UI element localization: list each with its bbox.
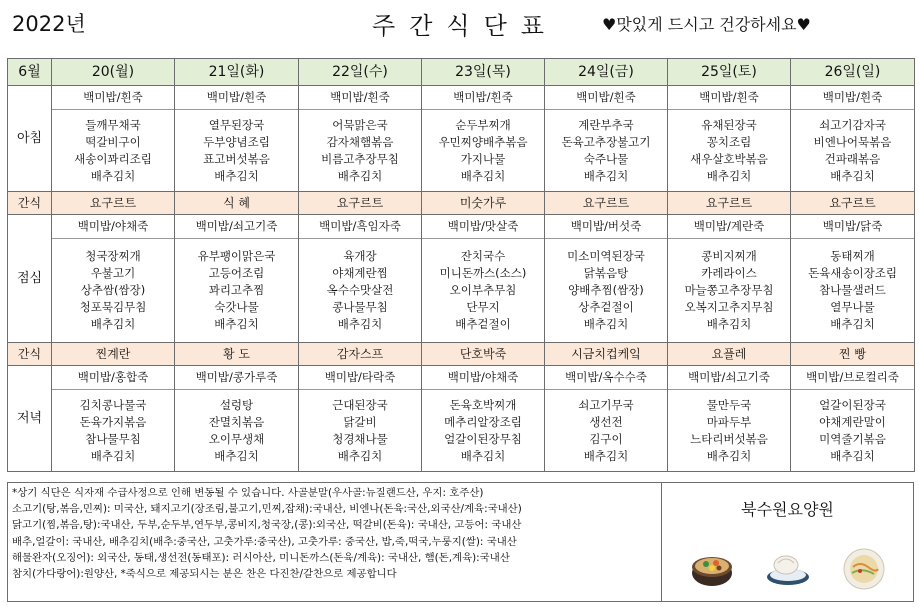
side-dish: 쇠고기무국 bbox=[578, 397, 634, 412]
meal-label-lunch: 점심 bbox=[8, 215, 52, 343]
rice-porridge-option: 백미밥/닭죽 bbox=[791, 215, 914, 239]
day-header: 20(월) bbox=[52, 59, 175, 86]
side-dish: 닭갈비 bbox=[343, 414, 377, 429]
side-dish: 들깨무채국 bbox=[85, 117, 141, 132]
snack-row-afternoon bbox=[8, 343, 915, 366]
side-dish: 떡갈비구이 bbox=[85, 134, 141, 149]
facility-name: 북수원요양원 bbox=[741, 500, 834, 519]
side-dish: 얼갈이된장무침 bbox=[444, 431, 522, 446]
rice-porridge-option: 백미밥/야채죽 bbox=[52, 215, 174, 239]
side-dish-list bbox=[175, 239, 298, 342]
side-dish: 배추김치 bbox=[460, 448, 506, 463]
side-dish-list bbox=[175, 390, 298, 471]
side-dish: 미소미역된장국 bbox=[567, 249, 645, 263]
side-dish: 단무지 bbox=[466, 300, 500, 314]
rice-porridge-option: 백미밥/계란죽 bbox=[668, 215, 790, 239]
side-dish: 콩비지찌개 bbox=[701, 249, 757, 263]
side-dish: 마파두부 bbox=[706, 414, 752, 429]
note-line: 해물완자(오징어): 외국산, 동태,생선전(동태포): 러시아산, 미니돈까스(돈육/계육): 국내산, 햄(돈,계육):국내산 bbox=[12, 551, 510, 564]
side-dish-list bbox=[545, 239, 667, 342]
snack-cell: 요구르트 bbox=[52, 192, 175, 215]
side-dish: 육개장 bbox=[343, 249, 377, 263]
side-dish-list bbox=[52, 239, 174, 342]
slogan-text: 맛있게 드시고 건강하세요 bbox=[616, 15, 797, 34]
menu-cell bbox=[175, 86, 299, 192]
side-dish: 두부양념조림 bbox=[203, 134, 270, 149]
menu-cell bbox=[52, 215, 175, 343]
side-dish: 미니돈까스(소스) bbox=[439, 266, 527, 280]
side-dish: 생선전 bbox=[589, 414, 623, 429]
side-dish: 콩나물무침 bbox=[332, 300, 388, 314]
side-dish: 김치콩나물국 bbox=[79, 397, 147, 412]
side-dish: 건파래볶음 bbox=[824, 151, 881, 166]
snack-cell: 요플레 bbox=[668, 343, 791, 366]
side-dish: 참나물샐러드 bbox=[819, 283, 886, 297]
side-dish-list bbox=[668, 239, 790, 342]
side-dish: 미역줄기볶음 bbox=[819, 431, 886, 446]
menu-cell bbox=[52, 366, 175, 472]
side-dish-list bbox=[422, 239, 544, 342]
side-dish: 배추김치 bbox=[337, 317, 383, 331]
meal-label-breakfast: 아침 bbox=[8, 86, 52, 192]
rice-porridge-option: 백미밥/흰죽 bbox=[422, 86, 544, 110]
note-line: 닭고기(찜,볶음,탕):국내산, 두부,순두부,연두부,콩비지,청국장,(콩):외국산, 떡갈비(돈육): 국내산, 고등어: 국내산 bbox=[12, 519, 522, 532]
side-dish: 배추김치 bbox=[337, 168, 383, 183]
side-dish: 돈육가지볶음 bbox=[79, 414, 147, 429]
side-dish: 고등어조림 bbox=[208, 266, 265, 280]
side-dish: 오복지고추지무침 bbox=[684, 300, 774, 314]
side-dish-list bbox=[299, 110, 421, 191]
side-dish: 쇠고기감자국 bbox=[819, 117, 886, 132]
side-dish: 청경채나물 bbox=[332, 431, 388, 446]
menu-cell bbox=[52, 86, 175, 192]
side-dish-list bbox=[791, 390, 914, 471]
side-dish: 배추겉절이 bbox=[455, 317, 511, 331]
day-header: 23일(목) bbox=[422, 59, 545, 86]
side-dish: 상추겉절이 bbox=[578, 300, 634, 314]
side-dish: 얼갈이된장국 bbox=[819, 397, 886, 412]
side-dish: 계란부추국 bbox=[578, 117, 634, 132]
side-dish-list bbox=[545, 110, 667, 191]
rice-porridge-option: 백미밥/홍합죽 bbox=[52, 366, 174, 390]
side-dish: 물만두국 bbox=[706, 397, 752, 412]
side-dish: 마늘쫑고추장무침 bbox=[684, 283, 774, 297]
menu-cell bbox=[422, 215, 545, 343]
rice-porridge-option: 백미밥/브로컬리죽 bbox=[791, 366, 914, 390]
side-dish: 옥수수맛살전 bbox=[326, 283, 394, 297]
rice-porridge-option: 백미밥/맛살죽 bbox=[422, 215, 544, 239]
day-header: 26일(일) bbox=[791, 59, 915, 86]
snack-cell: 미숫가루 bbox=[422, 192, 545, 215]
noodle-plate-image bbox=[840, 543, 888, 591]
side-dish: 오이부추무침 bbox=[449, 283, 517, 297]
side-dish: 표고버섯볶음 bbox=[203, 151, 270, 166]
rice-porridge-option: 백미밥/타락죽 bbox=[299, 366, 421, 390]
year-label: 2022년 bbox=[12, 12, 86, 36]
note-line: 배추,얼갈이: 국내산, 배추김치(배추:중국산, 고춧가루:중국산), 고춧가루: 중국산, 밥,죽,떡국,누룽지(쌀): 국내산 bbox=[12, 535, 517, 548]
side-dish: 배추김치 bbox=[706, 317, 752, 331]
day-header: 24일(금) bbox=[545, 59, 668, 86]
side-dish: 돈육고추장불고기 bbox=[561, 134, 651, 149]
side-dish: 배추김치 bbox=[214, 168, 259, 183]
side-dish-list bbox=[52, 390, 174, 471]
side-dish: 유채된장국 bbox=[701, 117, 757, 132]
rice-porridge-option: 백미밥/흑임자죽 bbox=[299, 215, 421, 239]
side-dish: 배추김치 bbox=[214, 317, 259, 331]
brand-box bbox=[662, 482, 914, 602]
side-dish: 열무나물 bbox=[830, 300, 875, 314]
day-header: 21일(화) bbox=[175, 59, 299, 86]
rice-porridge-option: 백미밥/흰죽 bbox=[545, 86, 667, 110]
rice-porridge-option: 백미밥/버섯죽 bbox=[545, 215, 667, 239]
snack-cell: 요구르트 bbox=[791, 192, 915, 215]
snack-cell: 황 도 bbox=[175, 343, 299, 366]
side-dish-list bbox=[791, 239, 914, 342]
side-dish: 메추리알장조림 bbox=[444, 414, 522, 429]
rice-porridge-option: 백미밥/흰죽 bbox=[668, 86, 790, 110]
side-dish: 잔치국수 bbox=[460, 249, 506, 263]
meal-label-snack: 간식 bbox=[8, 192, 52, 215]
origin-notes bbox=[7, 482, 662, 602]
snack-row-morning bbox=[8, 192, 915, 215]
side-dish: 근대된장국 bbox=[332, 397, 388, 412]
menu-cell bbox=[545, 366, 668, 472]
breakfast-row bbox=[8, 86, 915, 192]
rice-porridge-option: 백미밥/쇠고기죽 bbox=[175, 215, 298, 239]
snack-cell: 찐 빵 bbox=[791, 343, 915, 366]
side-dish: 새우살호박볶음 bbox=[690, 151, 768, 166]
side-dish: 동태찌개 bbox=[830, 249, 875, 263]
side-dish-list bbox=[299, 239, 421, 342]
side-dish-list bbox=[545, 390, 667, 471]
side-dish-list bbox=[175, 110, 298, 191]
side-dish: 비름고추장무침 bbox=[321, 151, 399, 166]
side-dish: 꽈리고추찜 bbox=[208, 283, 265, 297]
meal-label-dinner: 저녁 bbox=[8, 366, 52, 472]
menu-cell bbox=[299, 215, 422, 343]
side-dish-list bbox=[422, 110, 544, 191]
side-dish: 설렁탕 bbox=[219, 397, 254, 412]
side-dish-list bbox=[668, 110, 790, 191]
side-dish: 새송이꽈리조림 bbox=[74, 151, 152, 166]
side-dish: 배추김치 bbox=[583, 448, 629, 463]
month-cell: 6월 bbox=[8, 59, 52, 86]
side-dish: 닭볶음탕 bbox=[583, 266, 629, 280]
menu-cell bbox=[422, 86, 545, 192]
side-dish: 양배추찜(쌈장) bbox=[568, 283, 644, 297]
side-dish: 청국장찌개 bbox=[85, 249, 141, 263]
snack-cell: 시금치컵케잌 bbox=[545, 343, 668, 366]
side-dish: 참나물무침 bbox=[85, 431, 141, 446]
rice-porridge-option: 백미밥/흰죽 bbox=[52, 86, 174, 110]
snack-cell: 요구르트 bbox=[545, 192, 668, 215]
side-dish: 배추김치 bbox=[214, 448, 259, 463]
side-dish: 청포묵김무침 bbox=[79, 300, 147, 314]
rice-porridge-option: 백미밥/흰죽 bbox=[791, 86, 914, 110]
side-dish: 배추김치 bbox=[830, 448, 875, 463]
side-dish: 순두부찌개 bbox=[455, 117, 511, 132]
note-line: 참치(가다랑어):원양산, *죽식으로 제공되시는 분은 찬은 다진찬/갈찬으로 제공합니다 bbox=[12, 568, 397, 581]
side-dish: 배추김치 bbox=[583, 317, 629, 331]
side-dish: 배추김치 bbox=[90, 448, 136, 463]
bibimbap-bowl-image bbox=[688, 543, 736, 591]
side-dish: 배추김치 bbox=[583, 168, 629, 183]
rice-porridge-option: 백미밥/흰죽 bbox=[299, 86, 421, 110]
side-dish: 배추김치 bbox=[706, 448, 752, 463]
menu-cell bbox=[791, 86, 915, 192]
menu-cell bbox=[668, 366, 791, 472]
menu-cell bbox=[668, 86, 791, 192]
heart-icon: ♥ bbox=[796, 15, 811, 34]
side-dish: 가지나물 bbox=[460, 151, 506, 166]
snack-cell: 단호박죽 bbox=[422, 343, 545, 366]
side-dish: 우불고기 bbox=[90, 266, 136, 280]
page-title: 주간식단표 bbox=[372, 12, 558, 40]
side-dish: 숙갓나물 bbox=[214, 300, 259, 314]
snack-cell: 요구르트 bbox=[668, 192, 791, 215]
snack-cell: 감자스프 bbox=[299, 343, 422, 366]
side-dish: 배추김치 bbox=[90, 168, 136, 183]
menu-cell bbox=[545, 215, 668, 343]
side-dish-list bbox=[422, 390, 544, 471]
side-dish-list bbox=[668, 390, 790, 471]
side-dish: 야채계란찜 bbox=[332, 266, 388, 280]
day-header: 25일(토) bbox=[668, 59, 791, 86]
menu-cell bbox=[175, 366, 299, 472]
side-dish: 열무된장국 bbox=[208, 117, 265, 132]
menu-cell bbox=[791, 215, 915, 343]
note-line: 소고기(탕,볶음,민찌): 미국산, 돼지고기(장조림,불고기,민찌,잡채):국내산, 비엔나(돈육:국산,외국산/계육:국내산) bbox=[12, 503, 522, 516]
header-row bbox=[8, 59, 915, 86]
side-dish: 감자채햄볶음 bbox=[326, 134, 394, 149]
menu-cell bbox=[791, 366, 915, 472]
menu-cell bbox=[299, 86, 422, 192]
side-dish-list bbox=[299, 390, 421, 471]
side-dish: 배추김치 bbox=[830, 317, 875, 331]
weekly-menu-table bbox=[7, 58, 915, 472]
snack-cell: 요구르트 bbox=[299, 192, 422, 215]
side-dish: 어묵맑은국 bbox=[332, 117, 388, 132]
rice-porridge-option: 백미밥/쇠고기죽 bbox=[668, 366, 790, 390]
side-dish: 김구이 bbox=[589, 431, 623, 446]
heart-icon: ♥ bbox=[602, 15, 617, 34]
side-dish: 배추김치 bbox=[706, 168, 752, 183]
note-line: *상기 식단은 식자재 수급사정으로 인해 변동될 수 있습니다. 사골분말(우사골:뉴질랜드산, 우지: 호주산) bbox=[12, 487, 484, 499]
side-dish-list bbox=[52, 110, 174, 191]
side-dish: 오이무생채 bbox=[208, 431, 265, 446]
rice-porridge-option: 백미밥/야채죽 bbox=[422, 366, 544, 390]
menu-cell bbox=[668, 215, 791, 343]
side-dish: 돈육호박찌개 bbox=[449, 397, 517, 412]
side-dish: 배추김치 bbox=[337, 448, 383, 463]
side-dish: 꽁치조림 bbox=[706, 134, 752, 149]
side-dish: 카레라이스 bbox=[701, 266, 757, 280]
lunch-row bbox=[8, 215, 915, 343]
menu-cell bbox=[545, 86, 668, 192]
day-header: 22일(수) bbox=[299, 59, 422, 86]
side-dish: 잔멸치볶음 bbox=[208, 414, 265, 429]
side-dish: 배추김치 bbox=[90, 317, 136, 331]
side-dish: 느타리버섯볶음 bbox=[690, 431, 768, 446]
side-dish: 배추김치 bbox=[460, 168, 506, 183]
steamed-bun-image bbox=[764, 543, 812, 591]
menu-cell bbox=[175, 215, 299, 343]
dinner-row bbox=[8, 366, 915, 472]
side-dish-list bbox=[791, 110, 914, 191]
snack-cell: 식 혜 bbox=[175, 192, 299, 215]
rice-porridge-option: 백미밥/콩가루죽 bbox=[175, 366, 298, 390]
side-dish: 배추김치 bbox=[830, 168, 875, 183]
menu-cell bbox=[422, 366, 545, 472]
slogan bbox=[602, 12, 811, 35]
side-dish: 상추쌈(쌈장) bbox=[80, 283, 146, 297]
rice-porridge-option: 백미밥/옥수수죽 bbox=[545, 366, 667, 390]
side-dish: 비엔나어묵볶음 bbox=[813, 134, 892, 149]
snack-cell: 찐계란 bbox=[52, 343, 175, 366]
menu-cell bbox=[299, 366, 422, 472]
side-dish: 돈육새송이장조림 bbox=[808, 266, 897, 280]
side-dish: 유부팽이맑은국 bbox=[197, 249, 276, 263]
side-dish: 야채계란말이 bbox=[819, 414, 886, 429]
side-dish: 숙주나물 bbox=[583, 151, 629, 166]
meal-label-snack: 간식 bbox=[8, 343, 52, 366]
side-dish: 우민찌양배추볶음 bbox=[438, 134, 528, 149]
rice-porridge-option: 백미밥/흰죽 bbox=[175, 86, 298, 110]
